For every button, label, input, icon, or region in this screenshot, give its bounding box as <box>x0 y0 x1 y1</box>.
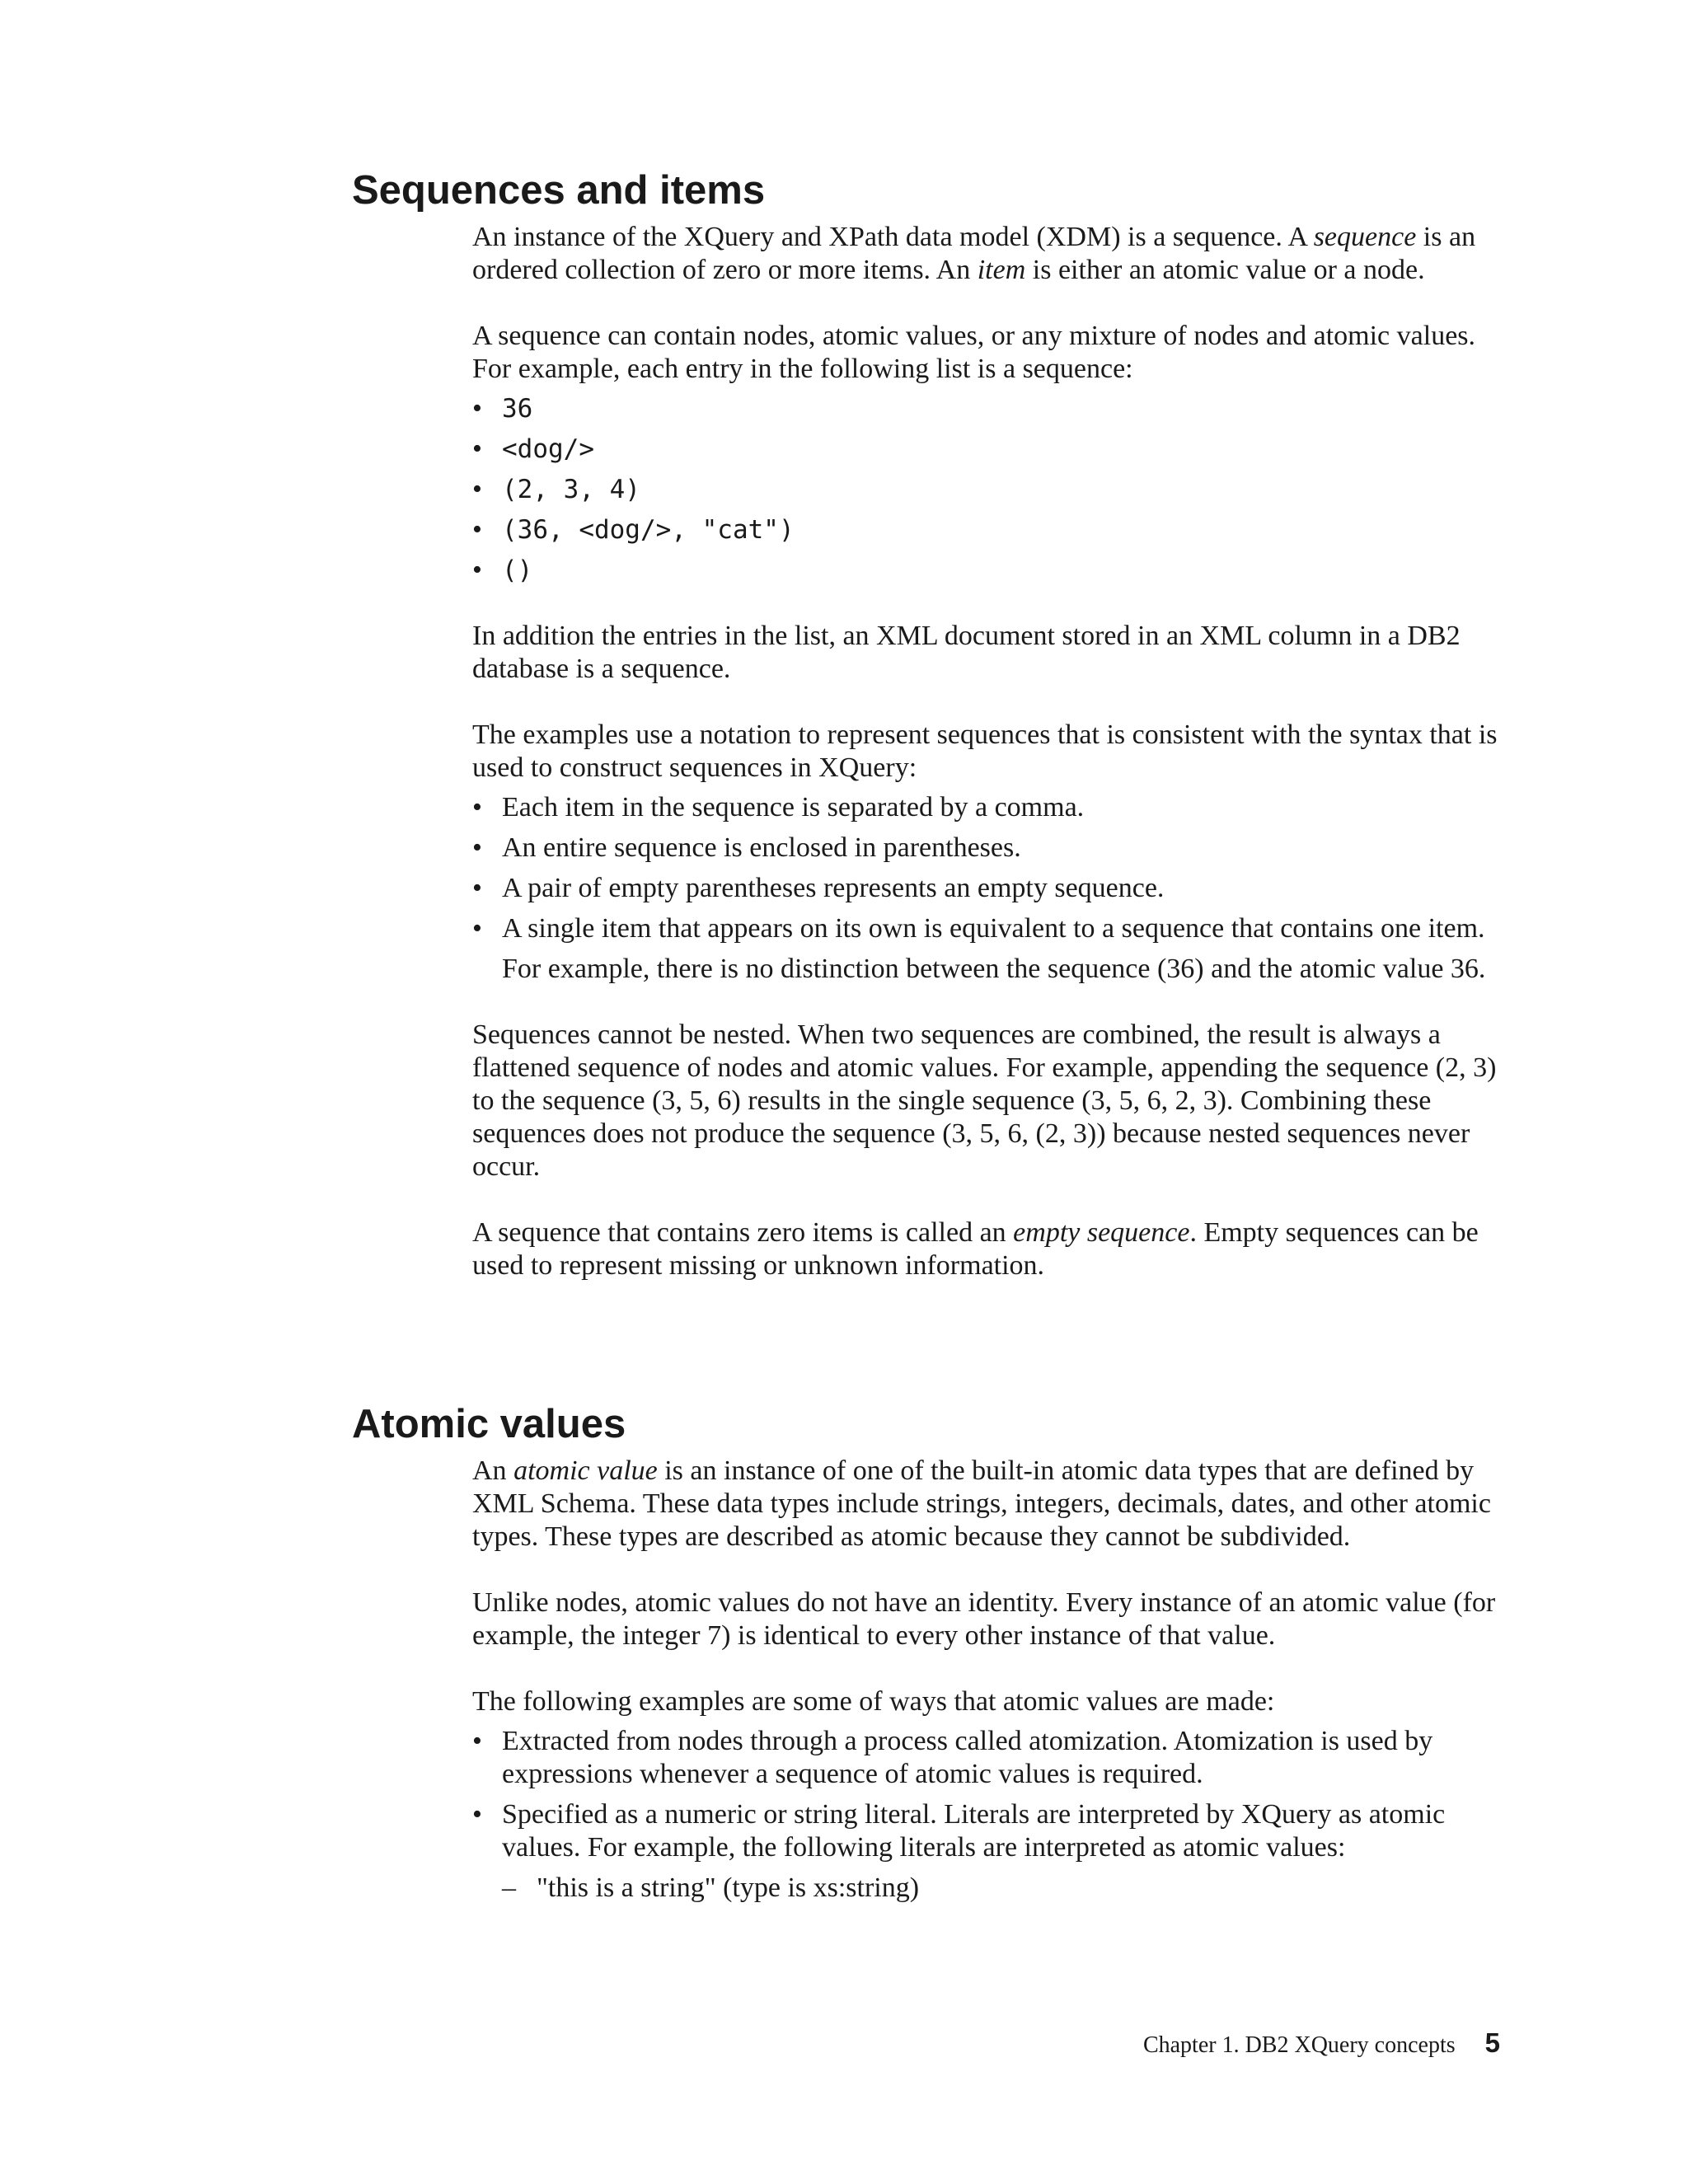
literal-examples-list <box>502 1872 1503 1905</box>
text-run: is either an atomic value or a node. <box>1025 255 1425 285</box>
text-run: A sequence that contains zero items is called an <box>472 1217 1014 1248</box>
list-item: • () <box>472 554 1503 587</box>
paragraph-atomic-definition <box>472 1455 1503 1554</box>
list-item: • <dog/> <box>472 433 1503 466</box>
text-run: An instance of the XQuery and XPath data model (XDM) is a sequence. A <box>472 222 1314 252</box>
text-run: An <box>472 1455 514 1486</box>
list-item <box>472 1798 1503 1905</box>
page-footer <box>1143 2027 1500 2059</box>
page-number: 5 <box>1484 2027 1500 2058</box>
section-heading-atomic-values: Atomic values <box>352 1402 626 1446</box>
paragraph-atomic-identity: Unlike nodes, atomic values do not have an identity. Every instance of an atomic value (for example, the integer 7) is identical to every other instance of that value. <box>472 1587 1496 1651</box>
paragraph-xml-document: In addition the entries in the list, an XML document stored in an XML column in a DB2 database is a sequence. <box>472 621 1461 684</box>
list-item: • An entire sequence is enclosed in parentheses. <box>472 832 1503 865</box>
term-item: item <box>977 255 1026 285</box>
section-body-atomic-values <box>472 1455 1503 1912</box>
text-run: is an ordered collection of zero or more items. An <box>472 222 1476 285</box>
paragraph-notation-intro: The examples use a notation to represent sequences that is consistent with the syntax that is used to construct sequences in XQuery: <box>472 719 1498 783</box>
list-item: • A pair of empty parentheses represents an empty sequence. <box>472 872 1503 905</box>
atomic-ways-list <box>472 1725 1503 1905</box>
notation-rules-list <box>472 791 1503 986</box>
list-item-note: For example, there is no distinction between the sequence (36) and the atomic value 36. <box>502 954 1486 984</box>
term-empty-sequence: empty sequence <box>1013 1217 1190 1248</box>
list-item: • (2, 3, 4) <box>472 473 1503 506</box>
list-item: – "this is a string" (type is xs:string) <box>502 1872 1503 1905</box>
paragraph-atomic-ways-intro: The following examples are some of ways that atomic values are made: <box>472 1686 1275 1717</box>
paragraph-sequence-definition <box>472 221 1503 287</box>
sequence-example-list <box>472 392 1503 587</box>
text-run: is an instance of one of the built-in atomic data types that are defined by XML Schema. These data types include strings, integers, decimals, dates, and other atomic types. These types are described as atomic because they cannot be subdivided. <box>472 1455 1491 1552</box>
list-item <box>472 912 1503 986</box>
list-item-text: A single item that appears on its own is equivalent to a sequence that contains one item. <box>502 913 1485 944</box>
list-item: • Each item in the sequence is separated by a comma. <box>472 791 1503 824</box>
text-run: . Empty sequences can be used to represent missing or unknown information. <box>472 1217 1479 1281</box>
term-sequence: sequence <box>1313 222 1417 252</box>
list-item: • (36, <dog/>, "cat") <box>472 513 1503 546</box>
footer-chapter-title: Chapter 1. DB2 XQuery concepts <box>1142 2032 1456 2058</box>
list-item: • 36 <box>472 392 1503 425</box>
paragraph-empty-sequence <box>472 1216 1503 1282</box>
paragraph-sequence-contents: A sequence can contain nodes, atomic values, or any mixture of nodes and atomic values. For example, each entry in the following list is a sequence: <box>472 321 1476 384</box>
term-atomic-value: atomic value <box>513 1455 658 1486</box>
list-item: • Extracted from nodes through a process called atomization. Atomization is used by expressions whenever a sequence of atomic values is required. <box>472 1725 1503 1791</box>
paragraph-no-nesting: Sequences cannot be nested. When two sequences are combined, the result is always a flattened sequence of nodes and atomic values. For example, appending the sequence (2, 3) to the sequence (3, 5, 6) results in the single sequence (3, 5, 6, 2, 3). Combining these sequences does not produce the sequence (3, 5, 6, (2, 3)) because nested sequences never occur. <box>472 1019 1497 1182</box>
section-body-sequences <box>472 221 1503 1282</box>
section-heading-sequences: Sequences and items <box>352 168 766 213</box>
list-item-text: Specified as a numeric or string literal. Literals are interpreted by XQuery as atomic values. For example, the following literals are interpreted as atomic values: <box>502 1799 1446 1863</box>
